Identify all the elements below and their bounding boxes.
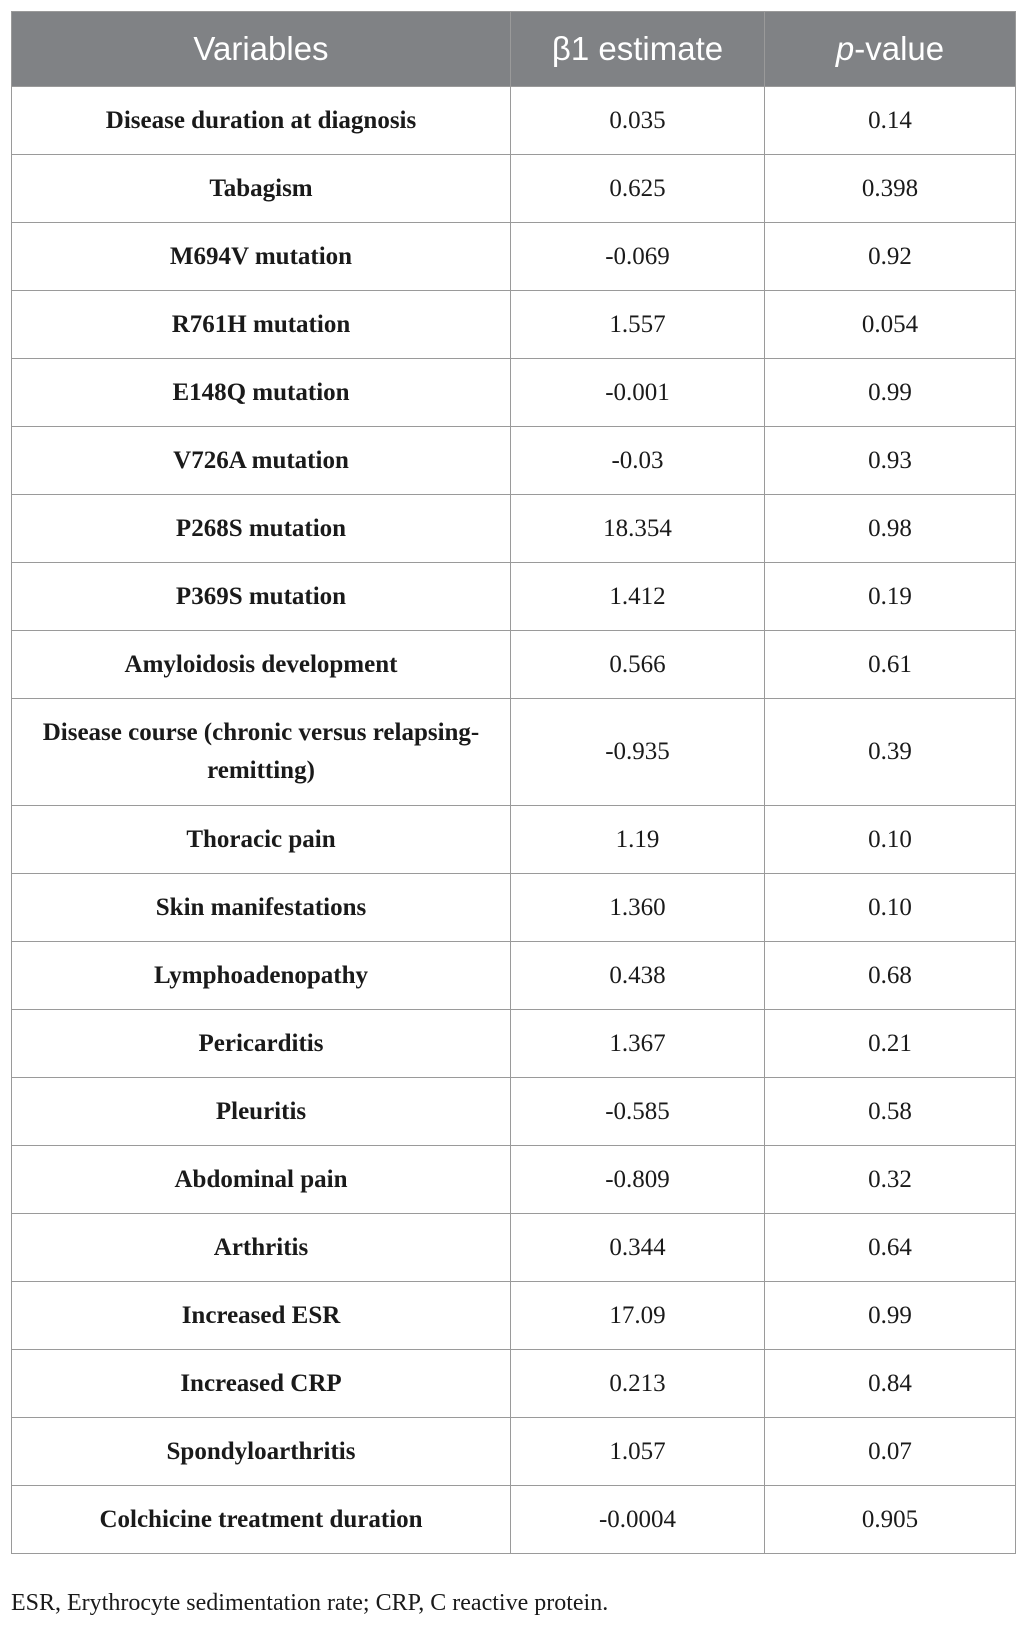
beta-cell: -0.809 — [511, 1146, 765, 1214]
p-value-cell: 0.398 — [765, 155, 1016, 223]
p-value-cell: 0.14 — [765, 87, 1016, 155]
beta-cell: -0.069 — [511, 223, 765, 291]
beta-cell: -0.585 — [511, 1078, 765, 1146]
p-value-cell: 0.32 — [765, 1146, 1016, 1214]
variable-cell: Amyloidosis development — [12, 631, 511, 699]
beta-cell: 0.035 — [511, 87, 765, 155]
p-value-cell: 0.07 — [765, 1418, 1016, 1486]
variable-cell: Abdominal pain — [12, 1146, 511, 1214]
p-value-cell: 0.39 — [765, 699, 1016, 806]
table-row — [12, 1214, 1016, 1282]
results-table-container — [11, 11, 1015, 1554]
beta-cell: 1.412 — [511, 563, 765, 631]
p-value-cell: 0.21 — [765, 1010, 1016, 1078]
p-value-cell: 0.92 — [765, 223, 1016, 291]
table-row — [12, 1078, 1016, 1146]
p-value-cell: 0.10 — [765, 874, 1016, 942]
table-row — [12, 87, 1016, 155]
p-value-cell: 0.10 — [765, 806, 1016, 874]
variable-cell: Disease course (chronic versus relapsing-remitting) — [12, 699, 511, 806]
variable-cell: Increased ESR — [12, 1282, 511, 1350]
table-row — [12, 1418, 1016, 1486]
table-row — [12, 495, 1016, 563]
p-value-cell: 0.93 — [765, 427, 1016, 495]
header-p-value — [765, 12, 1016, 87]
variable-cell: P369S mutation — [12, 563, 511, 631]
table-footnote: ESR, Erythrocyte sedimentation rate; CRP, C reactive protein. — [11, 1590, 609, 1616]
table-header-row — [12, 12, 1016, 87]
table-row — [12, 699, 1016, 806]
beta-cell: 17.09 — [511, 1282, 765, 1350]
variable-cell: Increased CRP — [12, 1350, 511, 1418]
variable-cell: Lymphoadenopathy — [12, 942, 511, 1010]
p-value-cell: 0.19 — [765, 563, 1016, 631]
p-value-cell: 0.99 — [765, 359, 1016, 427]
variable-cell: Pleuritis — [12, 1078, 511, 1146]
beta-cell: -0.03 — [511, 427, 765, 495]
variable-cell: Pericarditis — [12, 1010, 511, 1078]
beta-cell: 0.344 — [511, 1214, 765, 1282]
beta-cell: 0.213 — [511, 1350, 765, 1418]
table-row — [12, 223, 1016, 291]
variable-cell: Disease duration at diagnosis — [12, 87, 511, 155]
table-row — [12, 942, 1016, 1010]
beta-cell: 1.057 — [511, 1418, 765, 1486]
variable-cell: M694V mutation — [12, 223, 511, 291]
table-row — [12, 1350, 1016, 1418]
variable-cell: Arthritis — [12, 1214, 511, 1282]
variable-cell: Colchicine treatment duration — [12, 1486, 511, 1554]
variable-cell: Thoracic pain — [12, 806, 511, 874]
beta-cell: 0.438 — [511, 942, 765, 1010]
table-body — [12, 87, 1016, 1554]
p-value-cell: 0.64 — [765, 1214, 1016, 1282]
p-value-cell: 0.98 — [765, 495, 1016, 563]
beta-cell: 1.557 — [511, 291, 765, 359]
header-p-suffix: -value — [854, 30, 945, 67]
beta-cell: 0.625 — [511, 155, 765, 223]
table-row — [12, 631, 1016, 699]
beta-cell: 0.566 — [511, 631, 765, 699]
variable-cell: V726A mutation — [12, 427, 511, 495]
variable-cell: P268S mutation — [12, 495, 511, 563]
table-row — [12, 806, 1016, 874]
table-row — [12, 563, 1016, 631]
variable-cell: Spondyloarthritis — [12, 1418, 511, 1486]
table-row — [12, 1486, 1016, 1554]
table-row — [12, 359, 1016, 427]
beta-cell: 1.19 — [511, 806, 765, 874]
table-row — [12, 874, 1016, 942]
header-p-italic: p — [835, 30, 855, 67]
beta-cell: -0.935 — [511, 699, 765, 806]
table-row — [12, 291, 1016, 359]
beta-cell: 1.360 — [511, 874, 765, 942]
table-row — [12, 1282, 1016, 1350]
variable-cell: R761H mutation — [12, 291, 511, 359]
beta-cell: 18.354 — [511, 495, 765, 563]
variable-cell: E148Q mutation — [12, 359, 511, 427]
p-value-cell: 0.58 — [765, 1078, 1016, 1146]
p-value-cell: 0.905 — [765, 1486, 1016, 1554]
table-row — [12, 155, 1016, 223]
table-row — [12, 1010, 1016, 1078]
beta-cell: -0.0004 — [511, 1486, 765, 1554]
header-variables: Variables — [12, 12, 511, 87]
variable-cell: Skin manifestations — [12, 874, 511, 942]
header-beta-estimate: β1 estimate — [511, 12, 765, 87]
beta-cell: 1.367 — [511, 1010, 765, 1078]
p-value-cell: 0.61 — [765, 631, 1016, 699]
table-row — [12, 1146, 1016, 1214]
p-value-cell: 0.84 — [765, 1350, 1016, 1418]
variable-cell: Tabagism — [12, 155, 511, 223]
beta-cell: -0.001 — [511, 359, 765, 427]
p-value-cell: 0.68 — [765, 942, 1016, 1010]
table-row — [12, 427, 1016, 495]
results-table — [11, 11, 1016, 1554]
p-value-cell: 0.054 — [765, 291, 1016, 359]
p-value-cell: 0.99 — [765, 1282, 1016, 1350]
